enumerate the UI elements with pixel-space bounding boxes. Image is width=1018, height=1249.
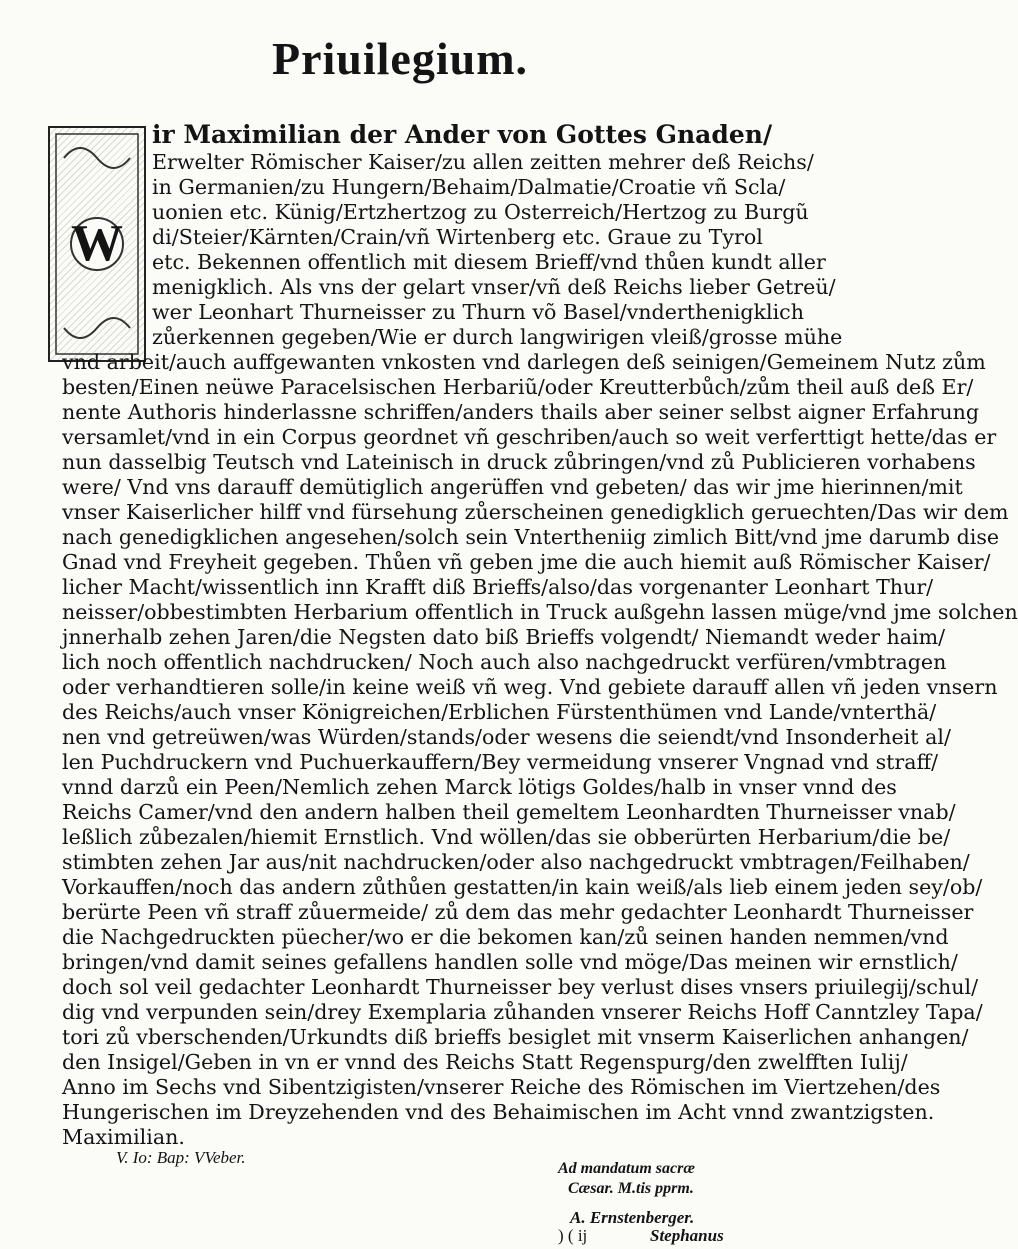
text-line: vnser Kaiserlicher hilff vnd fürsehung zůerscheinen genedigklich geruechten/Das wir dem bbox=[62, 500, 1009, 524]
text-line: nen vnd getreüwen/was Würden/stands/oder wesens die seiendt/vnd Insonderheit al/ bbox=[62, 725, 951, 749]
text-line: leßlich zůbezalen/hiemit Ernstlich. Vnd wöllen/das sie obberürten Herbarium/die be/ bbox=[62, 825, 951, 849]
text-line: di/Steier/Kärnten/Crain/vñ Wirtenberg etc. Graue zu Tyrol bbox=[152, 225, 763, 249]
text-line: zůerkennen gegeben/Wie er durch langwirigen vleiß/grosse mühe bbox=[152, 325, 843, 349]
text-line: Hungerischen im Dreyzehenden vnd des Behaimischen im Acht vnnd zwantzigsten. bbox=[62, 1100, 935, 1124]
text-line: lich noch offentlich nachdrucken/ Noch auch also nachgedruckt verfüren/vmbtragen bbox=[62, 650, 947, 674]
text-line: den Insigel/Geben in vn er vnnd des Reichs Statt Regenspurg/den zwelfften Iulij/ bbox=[62, 1050, 908, 1074]
text-line: Anno im Sechs vnd Sibentzigisten/vnserer Reiche des Römischen im Viertzehen/des bbox=[62, 1075, 941, 1099]
text-line: vnd arbeit/auch auffgewanten vnkosten vnd darlegen deß seinigen/Gemeinem Nutz zům bbox=[62, 350, 986, 374]
text-line: berürte Peen vñ straff zůuermeide/ zů dem das mehr gedachter Leonhardt Thurneisser bbox=[62, 900, 974, 924]
initial-letter: W bbox=[71, 215, 123, 272]
signature-mark: ) ( ij bbox=[558, 1226, 588, 1245]
text-line: besten/Einen neüwe Paracelsischen Herbariũ/oder Kreutterbůch/zům theil auß deß Er/ bbox=[62, 375, 974, 399]
signature-right-line-1: Ad mandatum sacræ bbox=[558, 1160, 695, 1177]
text-line: neisser/obbestimbten Herbarium offentlich in Truck außgehn lassen müge/vnd jme solchen bbox=[62, 600, 1018, 624]
text-line: stimbten zehen Jar aus/nit nachdrucken/oder also nachgedruckt vmbtragen/Feilhaben/ bbox=[62, 850, 970, 874]
text-line: doch sol veil gedachter Leonhardt Thurneisser bey verlust dises vnsers priuilegij/schul/ bbox=[62, 975, 979, 999]
text-line: were/ Vnd vns darauff demütiglich angerüffen vnd gebeten/ das wir jme hierinnen/mit bbox=[62, 475, 963, 499]
signature-right-line-3: A. Ernstenberger. bbox=[570, 1208, 695, 1227]
signature-left: V. Io: Bap: VVeber. bbox=[116, 1148, 246, 1167]
text-line: dig vnd verpunden sein/drey Exemplaria zůhanden vnserer Reichs Hoff Canntzley Tapa/ bbox=[62, 1000, 983, 1024]
text-line: nente Authoris hinderlassne schriffen/anders thails aber seiner selbst aigner Erfahrung bbox=[62, 400, 980, 424]
text-line: Vorkauffen/noch das andern zůthůen gestatten/in kain weiß/als lieb einem jeden sey/ob/ bbox=[62, 875, 983, 899]
text-line: die Nachgedruckten püecher/wo er die bekomen kan/zů seinen handen nemmen/vnd bbox=[62, 925, 949, 949]
catchword: Stephanus bbox=[650, 1226, 724, 1245]
text-line: nach genedigklichen angesehen/solch sein Vntertheniig zimlich Bitt/vnd jme darumb dise bbox=[62, 525, 1000, 549]
text-line: bringen/vnd damit seines gefallens handlen solle vnd möge/Das meinen wir ernstlich/ bbox=[62, 950, 958, 974]
text-line: Erwelter Römischer Kaiser/zu allen zeitten mehrer deß Reichs/ bbox=[152, 150, 814, 174]
text-line: uonien etc. Künig/Ertzhertzog zu Osterreich/Hertzog zu Burgũ bbox=[152, 200, 809, 224]
text-line: oder verhandtieren solle/in keine weiß vñ weg. Vnd gebiete darauff allen vñ jeden vnsern bbox=[62, 675, 998, 699]
text-line: versamlet/vnd in ein Corpus geordnet vñ geschriben/auch so weit verferttigt hette/das er bbox=[62, 425, 997, 449]
text-line: licher Macht/wissentlich inn Krafft diß Brieffs/also/das vorgenanter Leonhart Thur/ bbox=[62, 575, 934, 599]
text-line: ir Maximilian der Ander von Gottes Gnaden/ bbox=[152, 120, 773, 149]
page-title: Priuilegium. bbox=[271, 33, 529, 84]
text-line: nun dasselbig Teutsch vnd Lateinisch in druck zůbringen/vnd zů Publicieren vorhabens bbox=[62, 450, 976, 474]
text-line: len Puchdruckern vnd Puchuerkauffern/Bey vermeidung vnserer Vngnad vnd straff/ bbox=[62, 750, 939, 774]
text-line: des Reichs/auch vnser Königreichen/Erblichen Fürstenthümen vnd Lande/vnterthä/ bbox=[62, 700, 937, 724]
text-line: menigklich. Als vns der gelart vnser/vñ deß Reichs lieber Getreü/ bbox=[152, 275, 836, 299]
text-line: jnnerhalb zehen Jaren/die Negsten dato biß Brieffs volgendt/ Niemandt weder haim/ bbox=[62, 625, 946, 649]
text-line: etc. Bekennen offentlich mit diesem Brieff/vnd thůen kundt aller bbox=[152, 250, 826, 274]
signature-right-line-2: Cæsar. M.tis pprm. bbox=[568, 1180, 694, 1197]
text-line: in Germanien/zu Hungern/Behaim/Dalmatie/Croatie vñ Scla/ bbox=[152, 175, 786, 199]
text-line: vnnd darzů ein Peen/Nemlich zehen Marck lötigs Goldes/halb in vnser vnnd des bbox=[62, 775, 897, 799]
text-line: Maximilian. bbox=[62, 1125, 185, 1149]
text-line: Gnad vnd Freyheit gegeben. Thůen vñ geben jme die auch hiemit auß Römischer Kaiser/ bbox=[62, 550, 991, 574]
text-line: Reichs Camer/vnd den andern halben theil gemeltem Leonhardten Thurneisser vnab/ bbox=[62, 800, 956, 824]
decorated-initial bbox=[48, 126, 146, 362]
text-line: tori zů vberschenden/Urkundts diß brieffs besiglet mit vnserm Kaiserlichen anhangen/ bbox=[62, 1025, 969, 1049]
text-line: wer Leonhart Thurneisser zu Thurn võ Basel/vnderthenigklich bbox=[152, 300, 804, 324]
